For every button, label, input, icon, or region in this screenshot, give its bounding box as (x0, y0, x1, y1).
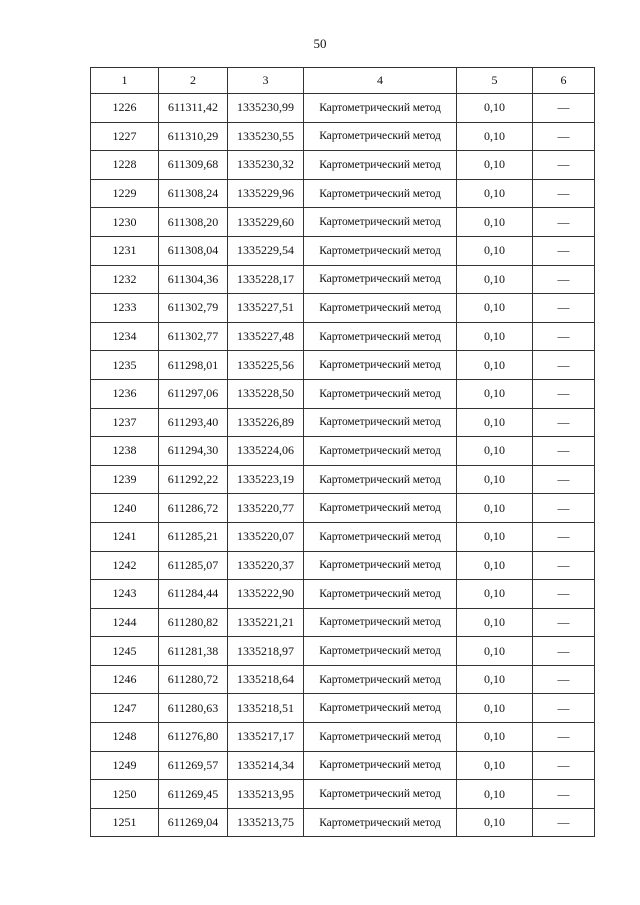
x-coordinate-cell: 611280,63 (159, 694, 228, 723)
description-cell: — (533, 694, 595, 723)
x-coordinate-cell: 611292,22 (159, 465, 228, 494)
y-coordinate-cell: 1335213,95 (228, 780, 304, 809)
method-cell: Картометрический метод (304, 322, 457, 351)
description-cell: — (533, 265, 595, 294)
method-cell: Картометрический метод (304, 208, 457, 237)
method-cell: Картометрический метод (304, 351, 457, 380)
accuracy-cell: 0,10 (457, 494, 533, 523)
y-coordinate-cell: 1335224,06 (228, 437, 304, 466)
table-row (91, 723, 595, 752)
table-row (91, 780, 595, 809)
method-cell: Картометрический метод (304, 780, 457, 809)
point-number-cell: 1233 (91, 294, 159, 323)
point-number-cell: 1235 (91, 351, 159, 380)
description-cell: — (533, 151, 595, 180)
table-row (91, 551, 595, 580)
table-row (91, 379, 595, 408)
x-coordinate-cell: 611269,57 (159, 751, 228, 780)
method-cell: Картометрический метод (304, 723, 457, 752)
accuracy-cell: 0,10 (457, 637, 533, 666)
table-row (91, 151, 595, 180)
page-number: 50 (313, 36, 327, 51)
method-cell: Картометрический метод (304, 465, 457, 494)
point-number-cell: 1249 (91, 751, 159, 780)
accuracy-cell: 0,10 (457, 208, 533, 237)
accuracy-cell: 0,10 (457, 465, 533, 494)
x-coordinate-cell: 611284,44 (159, 580, 228, 609)
y-coordinate-cell: 1335220,07 (228, 522, 304, 551)
description-cell: — (533, 551, 595, 580)
description-cell: — (533, 294, 595, 323)
x-coordinate-cell: 611308,24 (159, 179, 228, 208)
y-coordinate-cell: 1335230,32 (228, 151, 304, 180)
point-number-cell: 1240 (91, 494, 159, 523)
description-cell: — (533, 494, 595, 523)
y-coordinate-cell: 1335218,97 (228, 637, 304, 666)
x-coordinate-cell: 611310,29 (159, 122, 228, 151)
method-cell: Картометрический метод (304, 694, 457, 723)
description-cell: — (533, 808, 595, 837)
description-cell: — (533, 94, 595, 123)
x-coordinate-cell: 611308,20 (159, 208, 228, 237)
accuracy-cell: 0,10 (457, 151, 533, 180)
method-cell: Картометрический метод (304, 236, 457, 265)
accuracy-cell: 0,10 (457, 408, 533, 437)
x-coordinate-cell: 611269,04 (159, 808, 228, 837)
y-coordinate-cell: 1335228,17 (228, 265, 304, 294)
table-row (91, 179, 595, 208)
y-coordinate-cell: 1335229,60 (228, 208, 304, 237)
table-row (91, 465, 595, 494)
accuracy-cell: 0,10 (457, 294, 533, 323)
column-header: 3 (228, 68, 304, 94)
accuracy-cell: 0,10 (457, 379, 533, 408)
table-row (91, 808, 595, 837)
table-row (91, 208, 595, 237)
x-coordinate-cell: 611309,68 (159, 151, 228, 180)
point-number-cell: 1241 (91, 522, 159, 551)
table-row (91, 522, 595, 551)
method-cell: Картометрический метод (304, 751, 457, 780)
point-number-cell: 1239 (91, 465, 159, 494)
description-cell: — (533, 780, 595, 809)
point-number-cell: 1244 (91, 608, 159, 637)
y-coordinate-cell: 1335229,96 (228, 179, 304, 208)
coordinates-table (90, 67, 595, 837)
table-row (91, 265, 595, 294)
x-coordinate-cell: 611280,82 (159, 608, 228, 637)
accuracy-cell: 0,10 (457, 437, 533, 466)
method-cell: Картометрический метод (304, 608, 457, 637)
y-coordinate-cell: 1335223,19 (228, 465, 304, 494)
description-cell: — (533, 122, 595, 151)
method-cell: Картометрический метод (304, 437, 457, 466)
method-cell: Картометрический метод (304, 379, 457, 408)
x-coordinate-cell: 611298,01 (159, 351, 228, 380)
point-number-cell: 1250 (91, 780, 159, 809)
x-coordinate-cell: 611304,36 (159, 265, 228, 294)
method-cell: Картометрический метод (304, 522, 457, 551)
accuracy-cell: 0,10 (457, 551, 533, 580)
x-coordinate-cell: 611293,40 (159, 408, 228, 437)
accuracy-cell: 0,10 (457, 522, 533, 551)
point-number-cell: 1229 (91, 179, 159, 208)
x-coordinate-cell: 611311,42 (159, 94, 228, 123)
x-coordinate-cell: 611281,38 (159, 637, 228, 666)
y-coordinate-cell: 1335226,89 (228, 408, 304, 437)
x-coordinate-cell: 611286,72 (159, 494, 228, 523)
description-cell: — (533, 208, 595, 237)
accuracy-cell: 0,10 (457, 94, 533, 123)
x-coordinate-cell: 611280,72 (159, 665, 228, 694)
method-cell: Картометрический метод (304, 808, 457, 837)
method-cell: Картометрический метод (304, 151, 457, 180)
method-cell: Картометрический метод (304, 637, 457, 666)
column-header: 2 (159, 68, 228, 94)
point-number-cell: 1226 (91, 94, 159, 123)
table-row (91, 122, 595, 151)
y-coordinate-cell: 1335230,55 (228, 122, 304, 151)
description-cell: — (533, 465, 595, 494)
method-cell: Картометрический метод (304, 494, 457, 523)
method-cell: Картометрический метод (304, 94, 457, 123)
description-cell: — (533, 751, 595, 780)
x-coordinate-cell: 611308,04 (159, 236, 228, 265)
x-coordinate-cell: 611285,21 (159, 522, 228, 551)
table-row (91, 94, 595, 123)
table-row (91, 322, 595, 351)
point-number-cell: 1232 (91, 265, 159, 294)
method-cell: Картометрический метод (304, 122, 457, 151)
accuracy-cell: 0,10 (457, 723, 533, 752)
description-cell: — (533, 179, 595, 208)
accuracy-cell: 0,10 (457, 179, 533, 208)
y-coordinate-cell: 1335227,51 (228, 294, 304, 323)
method-cell: Картометрический метод (304, 665, 457, 694)
y-coordinate-cell: 1335222,90 (228, 580, 304, 609)
y-coordinate-cell: 1335213,75 (228, 808, 304, 837)
description-cell: — (533, 408, 595, 437)
column-header: 5 (457, 68, 533, 94)
method-cell: Картометрический метод (304, 551, 457, 580)
table-row (91, 608, 595, 637)
method-cell: Картометрический метод (304, 179, 457, 208)
point-number-cell: 1231 (91, 236, 159, 265)
point-number-cell: 1230 (91, 208, 159, 237)
point-number-cell: 1247 (91, 694, 159, 723)
description-cell: — (533, 379, 595, 408)
table-row (91, 637, 595, 666)
point-number-cell: 1228 (91, 151, 159, 180)
point-number-cell: 1243 (91, 580, 159, 609)
y-coordinate-cell: 1335230,99 (228, 94, 304, 123)
accuracy-cell: 0,10 (457, 580, 533, 609)
description-cell: — (533, 608, 595, 637)
description-cell: — (533, 723, 595, 752)
table-row (91, 236, 595, 265)
description-cell: — (533, 637, 595, 666)
x-coordinate-cell: 611269,45 (159, 780, 228, 809)
point-number-cell: 1251 (91, 808, 159, 837)
header-row (91, 68, 595, 94)
y-coordinate-cell: 1335221,21 (228, 608, 304, 637)
accuracy-cell: 0,10 (457, 122, 533, 151)
y-coordinate-cell: 1335217,17 (228, 723, 304, 752)
y-coordinate-cell: 1335220,37 (228, 551, 304, 580)
description-cell: — (533, 437, 595, 466)
point-number-cell: 1242 (91, 551, 159, 580)
method-cell: Картометрический метод (304, 580, 457, 609)
table-row (91, 437, 595, 466)
accuracy-cell: 0,10 (457, 351, 533, 380)
table-row (91, 665, 595, 694)
method-cell: Картометрический метод (304, 408, 457, 437)
accuracy-cell: 0,10 (457, 265, 533, 294)
y-coordinate-cell: 1335214,34 (228, 751, 304, 780)
accuracy-cell: 0,10 (457, 608, 533, 637)
x-coordinate-cell: 611302,77 (159, 322, 228, 351)
table-body (91, 94, 595, 837)
y-coordinate-cell: 1335220,77 (228, 494, 304, 523)
table-row (91, 494, 595, 523)
table-row (91, 580, 595, 609)
y-coordinate-cell: 1335228,50 (228, 379, 304, 408)
y-coordinate-cell: 1335218,64 (228, 665, 304, 694)
x-coordinate-cell: 611302,79 (159, 294, 228, 323)
column-header: 1 (91, 68, 159, 94)
point-number-cell: 1238 (91, 437, 159, 466)
table-row (91, 751, 595, 780)
column-header: 4 (304, 68, 457, 94)
table-row (91, 351, 595, 380)
method-cell: Картометрический метод (304, 265, 457, 294)
y-coordinate-cell: 1335229,54 (228, 236, 304, 265)
point-number-cell: 1236 (91, 379, 159, 408)
accuracy-cell: 0,10 (457, 694, 533, 723)
description-cell: — (533, 580, 595, 609)
table-row (91, 408, 595, 437)
y-coordinate-cell: 1335227,48 (228, 322, 304, 351)
y-coordinate-cell: 1335225,56 (228, 351, 304, 380)
table-row (91, 694, 595, 723)
point-number-cell: 1234 (91, 322, 159, 351)
method-cell: Картометрический метод (304, 294, 457, 323)
accuracy-cell: 0,10 (457, 751, 533, 780)
description-cell: — (533, 351, 595, 380)
column-header: 6 (533, 68, 595, 94)
accuracy-cell: 0,10 (457, 236, 533, 265)
x-coordinate-cell: 611294,30 (159, 437, 228, 466)
point-number-cell: 1245 (91, 637, 159, 666)
description-cell: — (533, 236, 595, 265)
x-coordinate-cell: 611276,80 (159, 723, 228, 752)
accuracy-cell: 0,10 (457, 322, 533, 351)
point-number-cell: 1246 (91, 665, 159, 694)
y-coordinate-cell: 1335218,51 (228, 694, 304, 723)
point-number-cell: 1248 (91, 723, 159, 752)
table-row (91, 294, 595, 323)
description-cell: — (533, 522, 595, 551)
x-coordinate-cell: 611297,06 (159, 379, 228, 408)
point-number-cell: 1237 (91, 408, 159, 437)
point-number-cell: 1227 (91, 122, 159, 151)
accuracy-cell: 0,10 (457, 780, 533, 809)
accuracy-cell: 0,10 (457, 665, 533, 694)
description-cell: — (533, 322, 595, 351)
description-cell: — (533, 665, 595, 694)
accuracy-cell: 0,10 (457, 808, 533, 837)
x-coordinate-cell: 611285,07 (159, 551, 228, 580)
